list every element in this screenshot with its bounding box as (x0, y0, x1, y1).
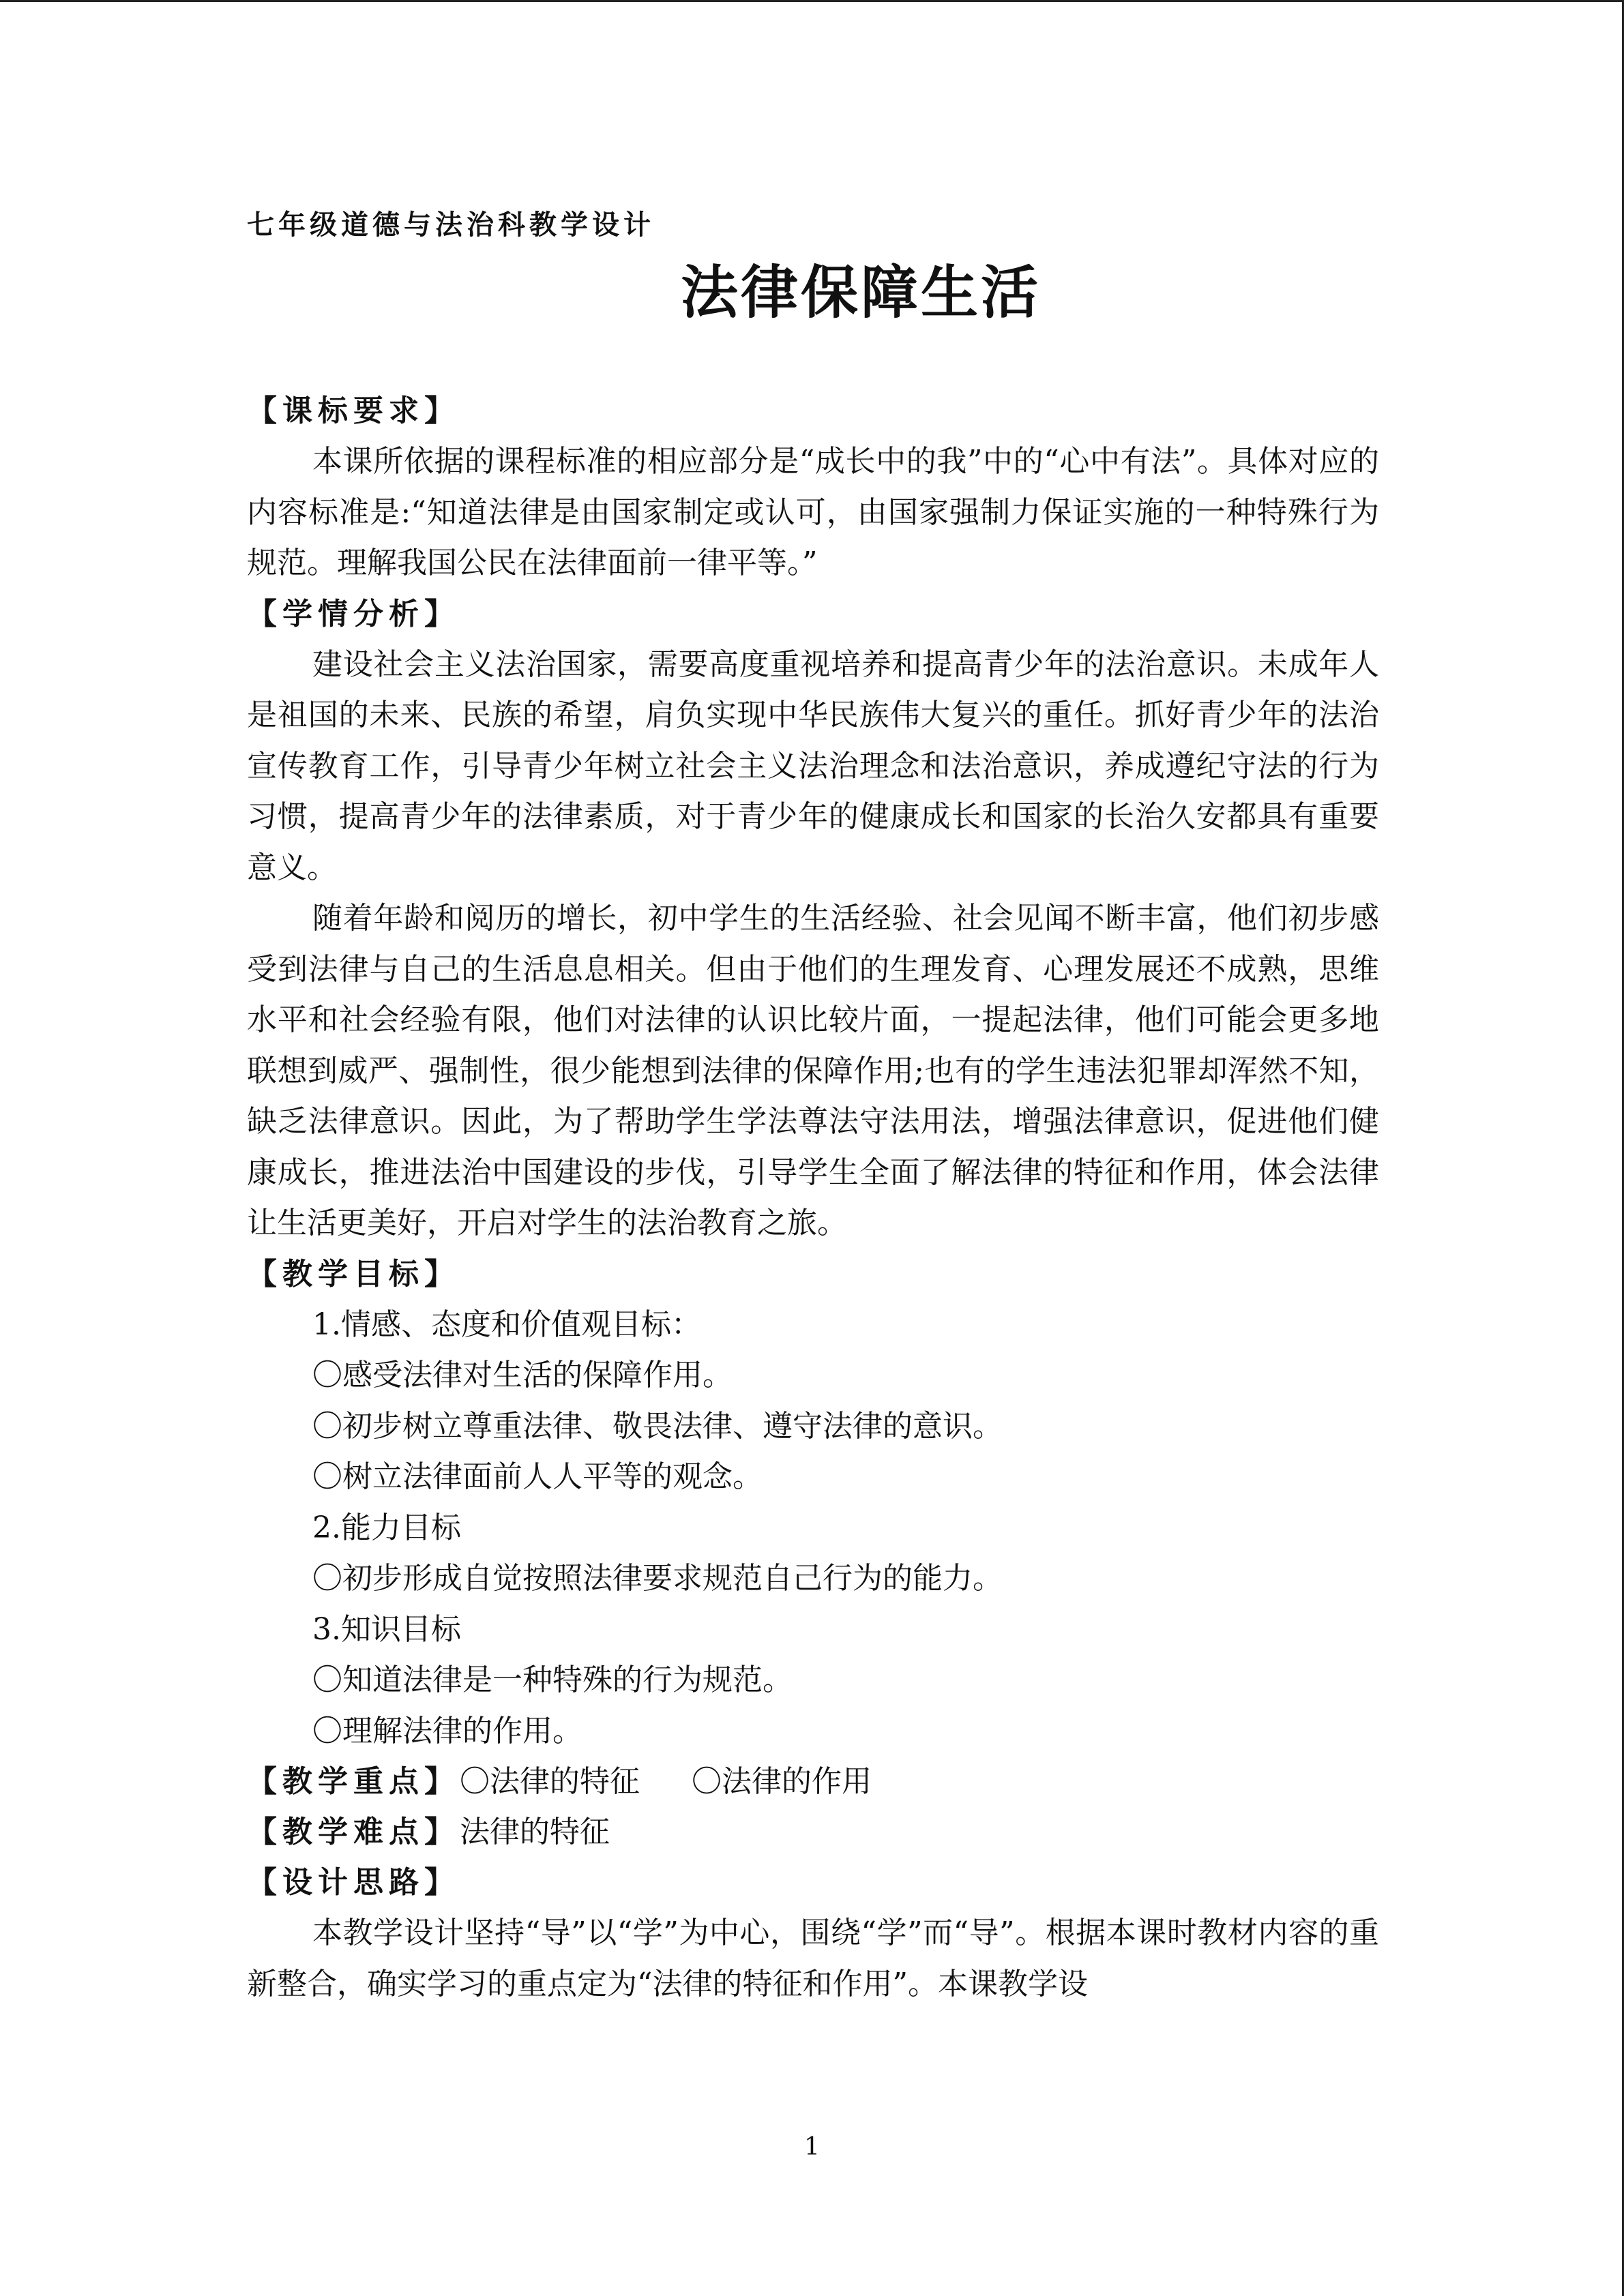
paragraph-learner-analysis-1: 建设社会主义法治国家，需要高度重视培养和提高青少年的法治意识。未成年人是祖国的未来、民族的希望，肩负实现中华民族伟大复兴的重任。抓好青少年的法治宣传教育工作，引导青少年树立社会主义法治理念和法治意识，养成遵纪守法的行为习惯，提高青少年的法律素质，对于青少年的健康成长和国家的长治久安都具有重要意义。 (247, 646, 1379, 885)
objective-item: 〇理解法律的作用。 (312, 1713, 582, 1748)
heading-objectives: 【教学目标】 (247, 1256, 460, 1292)
key-point-2: 〇法律的作用 (692, 1764, 872, 1799)
key-point-1: 〇法律的特征 (460, 1764, 640, 1799)
difficulty-row (247, 1807, 1379, 1858)
paragraph-learner-analysis-2: 随着年龄和阅历的增长，初中学生的生活经验、社会见闻不断丰富，他们初步感受到法律与自己的生活息息相关。但由于他们的生理发育、心理发展还不成熟，思维水平和社会经验有限，他们对法律的认识比较片面，一提起法律，他们可能会更多地联想到威严、强制性，很少能想到法律的保障作用;也有的学生违法犯罪却浑然不知，缺乏法律意识。因此，为了帮助学生学法尊法守法用法，增强法律意识，促进他们健康成长，推进法治中国建设的步伐，引导学生全面了解法律的特征和作用，体会法律让生活更美好，开启对学生的法治教育之旅。 (247, 901, 1379, 1240)
page-border-top (0, 0, 1624, 2)
heading-design: 【设计思路】 (247, 1865, 460, 1900)
objective-item: 1.情感、态度和价值观目标： (312, 1307, 701, 1342)
paragraph-curriculum: 本课所依据的课程标准的相应部分是“成长中的我”中的“心中有法”。具体对应的内容标准是:“知道法律是由国家制定或认可，由国家强制力保证实施的一种特殊行为规范。理解我国公民在法律面前一律平等。” (247, 444, 1379, 580)
subject-line: 七年级道德与法治科教学设计 (247, 209, 655, 241)
objective-item: 〇树立法律面前人人平等的观念。 (312, 1459, 763, 1494)
heading-curriculum: 【课标要求】 (247, 393, 460, 428)
key-points-row (247, 1757, 1379, 1807)
paragraph-design: 本教学设计坚持“导”以“学”为中心，围绕“学”而“导”。根据本课时教材内容的重新整合，确实学习的重点定为“法律的特征和作用”。本课教学设 (247, 1915, 1379, 2001)
objective-item: 〇初步形成自觉按照法律要求规范自己行为的能力。 (312, 1561, 1003, 1596)
heading-key-points: 【教学重点】 (247, 1764, 460, 1799)
objective-item: 2.能力目标 (312, 1510, 461, 1545)
objective-item: 〇初步树立尊重法律、敬畏法律、遵守法律的意识。 (312, 1408, 1003, 1444)
objective-item: 3.知识目标 (312, 1611, 461, 1647)
objective-item: 〇感受法律对生活的保障作用。 (312, 1358, 733, 1392)
sections (247, 386, 1379, 2010)
heading-learner-analysis: 【学情分析】 (247, 596, 460, 631)
difficulty-text: 法律的特征 (460, 1815, 610, 1849)
page-number: 1 (804, 2133, 820, 2161)
document-body (247, 205, 1379, 2010)
objective-item: 〇知道法律是一种特殊的行为规范。 (312, 1663, 793, 1697)
heading-difficulty: 【教学难点】 (247, 1815, 460, 1849)
page-title: 法律保障生活 (680, 259, 1041, 326)
